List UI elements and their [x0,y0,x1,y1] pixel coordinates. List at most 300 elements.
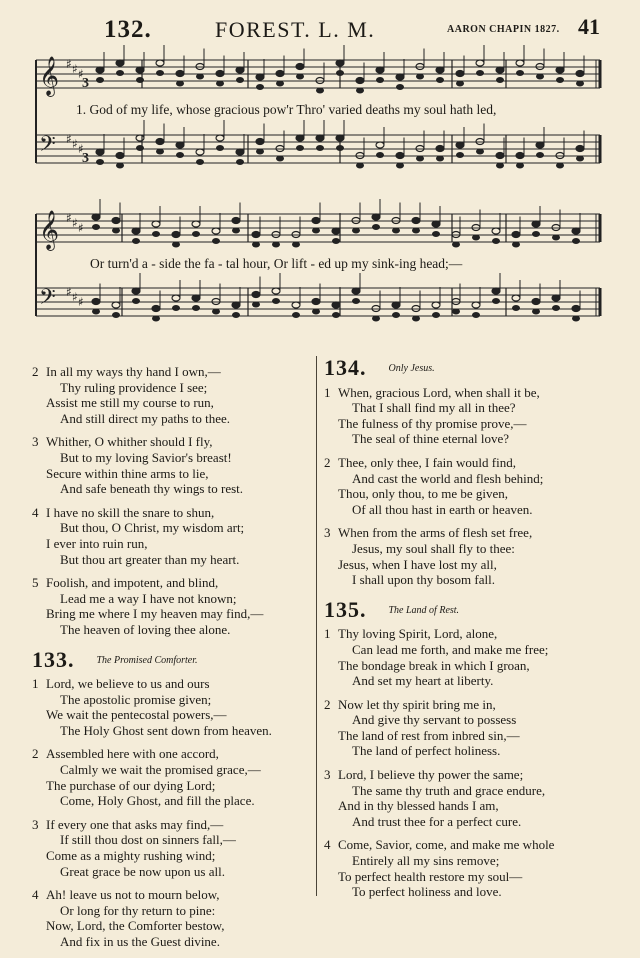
note-head [376,67,384,73]
note-head [232,312,240,318]
note-head [96,149,104,155]
stanza [32,364,314,426]
bass-clef: 𝄢 [39,132,56,162]
note-head [492,228,500,234]
note-head [172,305,180,311]
note-head [232,302,240,308]
note-head [412,218,420,224]
stanza-line: Great grace be now upon us all. [60,863,225,879]
stanza-number: 3 [32,434,39,450]
note-head [476,149,484,155]
stanza-line: The seal of thine eternal love? [352,431,510,447]
stanza-line: Entirely all my sins remove; [352,853,500,869]
stanza [32,434,314,496]
note-head [496,163,504,169]
note-head [132,288,140,294]
stanza-line: The land of rest from inbred sin,— [338,727,520,743]
note-head [536,142,544,148]
note-head [112,312,120,318]
note-head [532,231,540,237]
stanza-text: Come, Savior, come, and make me whole [338,837,555,853]
sharp-sign: ♯ [66,211,72,225]
sharp-sign: ♯ [72,137,78,151]
note-head [472,302,480,308]
stanza-line: Bring me where I my heaven may find,— [46,606,264,622]
note-head [352,298,360,304]
note-head [372,224,380,230]
note-head [292,312,300,318]
note-head [116,163,124,169]
stanza-text: If every one that asks may find,— [46,816,224,832]
note-head [172,295,180,301]
composer: AARON CHAPIN 1827. [447,24,560,35]
right-column [324,355,624,908]
note-head [252,292,260,298]
note-head [292,302,300,308]
note-head [416,156,424,162]
stanza-line: Thy ruling providence I see; [60,379,208,395]
note-head [176,142,184,148]
note-head [116,60,124,66]
stanza-line: To perfect holiness and love. [352,884,502,900]
note-head [392,312,400,318]
stanza [32,887,314,949]
note-head [516,60,524,66]
hymn-title: Only Jesus. [388,363,435,374]
note-head [236,77,244,83]
stanza-line: The heaven of loving thee alone. [60,621,231,637]
note-head [536,152,544,158]
note-head [232,218,240,224]
tune-title: FOREST. L. M. [215,17,376,42]
hymn-heading [32,646,314,673]
stanza-line [32,746,314,762]
note-head [292,242,300,248]
stanza-text: Thee, only thee, I fain would find, [338,454,516,470]
note-head [516,70,524,76]
note-head [236,159,244,165]
note-head [372,214,380,220]
note-head [296,135,304,141]
note-head [296,74,304,80]
stanza-text: Whither, O whither should I fly, [46,434,213,450]
note-head [536,74,544,80]
note-head [272,298,280,304]
note-head [152,306,160,312]
note-head [332,238,340,244]
note-head [392,302,400,308]
hymn-title: The Promised Comforter. [96,654,198,666]
stanza-line: But to my loving Savior's breast! [60,449,232,465]
stanza-text: Foolish, and impotent, and blind, [46,575,219,591]
stanza-number: 3 [324,767,331,783]
stanza-line: The fulness of thy promise prove,— [338,415,527,431]
lyric-line-2: Or turn'd a - side the fa - tal hour, Or lift - ed up my sink-ing head;— [90,256,463,271]
note-head [252,232,260,238]
note-head [552,235,560,241]
note-head [272,242,280,248]
note-head [416,74,424,80]
stanza-line: I shall upon thy bosom fall. [352,572,495,588]
note-head [556,67,564,73]
stanza-line: And still direct my paths to thee. [60,410,231,426]
note-head [372,316,380,322]
column-divider [316,356,317,896]
stanza-line: And in thy blessed hands I am, [338,798,499,814]
note-head [396,74,404,80]
stanza [324,697,624,759]
stanza-line: I ever into ruin run, [46,535,148,551]
note-head [136,67,144,73]
time-signature: 3 [82,76,89,91]
note-head [432,231,440,237]
note-head [312,299,320,305]
note-head [512,305,520,311]
stanza-line [324,385,624,401]
note-head [276,156,284,162]
note-head [316,145,324,151]
stanza-line [32,817,314,833]
stanza-line [324,525,624,541]
stanza-line: The purchase of our dying Lord; [46,777,216,793]
stanza-line: And give thy servant to possess [352,712,517,728]
sharp-sign: ♯ [72,290,78,304]
stanza-line: And trust thee for a perfect cure. [352,813,522,829]
note-head [172,242,180,248]
stanza-text: In all my ways thy hand I own,— [46,364,221,379]
note-head [452,242,460,248]
note-head [252,242,260,248]
note-head [212,228,220,234]
note-head [576,156,584,162]
note-head [456,152,464,158]
note-head [516,153,524,159]
note-head [436,77,444,83]
stanza-text: When, gracious Lord, when shall it be, [338,384,540,400]
stanza-number: 1 [324,384,331,400]
note-head [396,163,404,169]
stanza-line: Of all thou hast in earth or heaven. [352,501,533,517]
note-head [356,78,364,84]
note-head [556,77,564,83]
note-head [512,295,520,301]
stanza-number: 2 [32,364,39,379]
note-head [92,214,100,220]
stanza-line: Assist me still my course to run, [46,395,214,411]
note-head [176,152,184,158]
stanza-text: When from the arms of flesh set free, [338,525,533,541]
stanza [324,385,624,447]
note-head [92,299,100,305]
note-head [376,77,384,83]
stanza [324,626,624,688]
note-head [152,231,160,237]
sharp-sign: ♯ [78,142,84,156]
stanza-line: We wait the pentecostal powers,— [46,707,227,723]
hymn-heading [324,596,624,623]
note-head [336,70,344,76]
stanza [32,575,314,637]
note-head [572,228,580,234]
note-head [216,71,224,77]
hymn-heading [324,355,624,381]
note-head [212,238,220,244]
note-head [272,288,280,294]
stanza-line [32,364,314,380]
note-head [176,71,184,77]
note-head [116,70,124,76]
note-head [512,232,520,238]
stanza [32,676,314,738]
stanza-line: To perfect health restore my soul— [338,868,523,884]
note-head [136,135,144,141]
note-head [216,135,224,141]
note-head [116,153,124,159]
note-head [396,153,404,159]
note-head [256,149,264,155]
note-head [296,145,304,151]
note-head [152,316,160,322]
stanza-number: 5 [32,575,39,591]
stanza [32,505,314,567]
stanza-line: But thou art greater than my heart. [60,551,240,567]
note-head [92,224,100,230]
note-head [96,159,104,165]
note-head [436,156,444,162]
note-head [572,306,580,312]
note-head [376,142,384,148]
note-head [352,288,360,294]
stanza-number: 1 [324,626,331,642]
stanza-line [324,767,624,783]
stanza-text: I have no skill the snare to shun, [46,504,215,520]
note-head [156,60,164,66]
note-head [436,146,444,152]
note-head [336,145,344,151]
hymn-number: 135. [324,596,367,622]
note-head [512,242,520,248]
note-head [192,231,200,237]
note-head [432,312,440,318]
stanza-line: The bondage break in which I groan, [338,657,530,673]
stanza-line [324,837,624,853]
note-head [472,312,480,318]
sharp-sign: ♯ [66,57,72,71]
stanza [324,455,624,517]
note-head [132,228,140,234]
stanza-line [32,505,314,521]
stanza-line: Come, Holy Ghost, and fill the place. [60,793,255,809]
bass-clef: 𝄢 [39,285,56,315]
stanza-line [324,455,624,471]
stanza-number: 4 [324,837,331,853]
note-head [112,218,120,224]
note-head [256,84,264,90]
note-head [456,81,464,87]
stanza-text: Now let thy spirit bring me in, [338,696,496,712]
note-head [252,302,260,308]
note-head [136,77,144,83]
note-head [196,74,204,80]
stanza-number: 2 [324,696,331,712]
sharp-sign: ♯ [78,295,84,309]
stanza-number: 2 [32,746,39,762]
stanza-text: Lord, we believe to us and ours [46,676,210,692]
note-head [112,228,120,234]
note-head [392,228,400,234]
note-head [332,312,340,318]
note-head [572,238,580,244]
stanza-line: And safe beneath thy wings to rest. [60,481,244,497]
note-head [356,88,364,94]
note-head [296,64,304,70]
sharp-sign: ♯ [66,132,72,146]
hymn-number: 134. [324,355,367,380]
note-head [496,77,504,83]
note-head [172,232,180,238]
note-head [432,221,440,227]
stanza [32,746,314,808]
time-signature: 3 [82,151,89,166]
note-head [232,228,240,234]
note-head [176,81,184,87]
note-head [96,77,104,83]
note-head [476,70,484,76]
note-head [132,298,140,304]
note-head [316,135,324,141]
stanza [324,767,624,829]
note-head [236,67,244,73]
stanza-line: Secure within thine arms to lie, [46,465,209,481]
note-head [556,163,564,169]
stanza-line: And set my heart at liberty. [352,673,494,689]
note-head [492,298,500,304]
note-head [312,309,320,315]
note-head [136,145,144,151]
treble-clef: 𝄞 [39,56,60,96]
note-head [456,71,464,77]
sharp-sign: ♯ [72,216,78,230]
stanza-line: Or long for thy return to pine: [60,902,216,918]
stanza-line: Can lead me forth, and make me free; [352,641,549,657]
stanza-text: Assembled here with one accord, [46,746,219,762]
sharp-sign: ♯ [78,67,84,81]
stanza-line: Calmly we wait the promised grace,— [60,762,261,778]
note-head [256,139,264,145]
note-head [356,163,364,169]
stanza-line: The apostolic promise given; [60,691,212,707]
note-head [532,299,540,305]
note-head [436,67,444,73]
note-head [216,81,224,87]
stanza-line [32,434,314,450]
stanza-line: The same thy truth and grace endure, [352,782,546,798]
note-head [332,228,340,234]
note-head [552,305,560,311]
stanza-number: 1 [32,676,39,692]
stanza-number: 3 [32,816,39,832]
note-head [132,238,140,244]
stanza-line [324,626,624,642]
sharp-sign: ♯ [78,221,84,235]
note-head [156,139,164,145]
note-head [376,152,384,158]
stanza-number: 4 [32,887,39,903]
note-head [576,81,584,87]
stanza-number: 3 [324,525,331,541]
note-head [156,149,164,155]
stanza-line: And cast the world and flesh behind; [352,470,544,486]
note-head [236,149,244,155]
stanza-line [32,887,314,903]
stanza-line [324,697,624,713]
note-head [276,71,284,77]
note-head [92,309,100,315]
note-head [276,81,284,87]
note-head [492,288,500,294]
note-head [312,218,320,224]
note-head [212,309,220,315]
stanza-line [32,575,314,591]
stanza-line: Jesus, when I have lost my all, [338,556,497,572]
note-head [196,159,204,165]
hymn-number: 133. [32,646,75,672]
note-head [192,221,200,227]
note-head [156,70,164,76]
note-head [336,60,344,66]
note-head [336,135,344,141]
note-head [412,228,420,234]
stanza-line: Jesus, my soul shall fly to thee: [352,540,515,556]
note-head [452,309,460,315]
stanza-line: And fix in us the Guest divine. [60,934,220,949]
sharp-sign: ♯ [72,62,78,76]
note-head [516,163,524,169]
stanza-line [32,676,314,692]
stanza-number: 2 [324,454,331,470]
stanza-line: If still thou dost on sinners fall,— [60,832,236,848]
note-head [576,71,584,77]
note-head [552,295,560,301]
stanza [324,525,624,587]
note-head [432,302,440,308]
sheet-music [0,40,640,340]
stanza [32,817,314,879]
note-head [332,302,340,308]
page-number: 41 [578,14,600,39]
stanza-line: That I shall find my all in thee? [352,400,516,416]
stanza-line: Thou, only thou, to me be given, [338,486,509,502]
note-head [532,221,540,227]
stanza-text: Lord, I believe thy power the same; [338,767,524,783]
stanza-line: But thou, O Christ, my wisdom art; [60,520,245,536]
note-head [152,221,160,227]
lyric-line-1: 1. God of my life, whose gracious pow'r Thro' varied deaths my soul hath led, [76,102,497,117]
hymn-title: The Land of Rest. [388,604,460,616]
note-head [456,142,464,148]
stanza-line: Now, Lord, the Comforter bestow, [46,918,225,934]
stanza [324,837,624,899]
note-head [476,60,484,66]
note-head [532,309,540,315]
note-head [96,67,104,73]
stanza-text: Ah! leave us not to mourn below, [46,887,220,903]
note-head [496,153,504,159]
stanza-line: Lead me a way I have not known; [60,590,237,606]
note-head [576,146,584,152]
note-head [192,295,200,301]
note-head [412,316,420,322]
